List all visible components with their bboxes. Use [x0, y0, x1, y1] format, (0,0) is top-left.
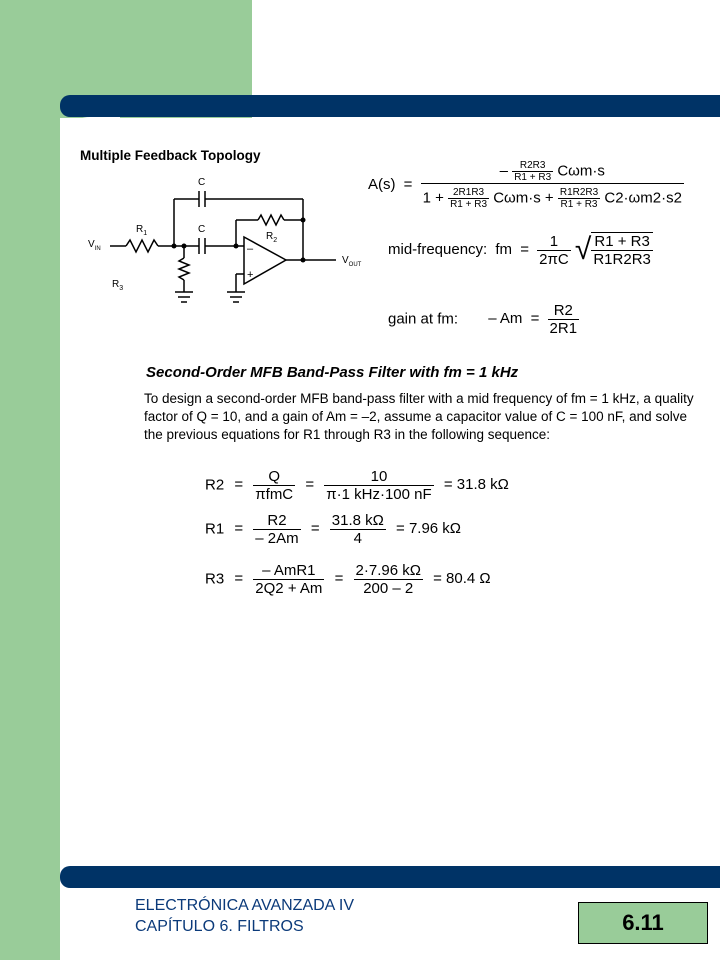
page-number: 6.11	[578, 902, 708, 944]
footer-line-1: ELECTRÓNICA AVANZADA IV	[135, 897, 355, 914]
r2-calculation: R2 = $\frac{Q}{\text{πfmC}}$ = $\frac{10}{\text{π·1 kHz·100 nF}}$ = 31.8 kΩ	[205, 468, 509, 503]
cap-top-label: C	[198, 177, 206, 188]
footer-line-2: CAPÍTULO 6. FILTROS	[135, 918, 304, 935]
mid-frequency-equation: mid-frequency: fm = $\frac{1}{2\pi C}$ √ $\frac{R1 + R3}{R1R2R3}$	[388, 232, 651, 268]
opamp-minus: –	[247, 243, 254, 255]
r1-calculation: R1 = $\frac{R2}{- 2Am}$ = $\frac{31.8 k\Omega}{4}$ = 7.96 kΩ	[205, 512, 462, 547]
r1-label: $R_1$	[136, 224, 148, 237]
r3-calculation: R3 = $\frac{\text{– AmR1}}{2Q2 + Am}$ = $\frac{2\cdot 7.96 k\Omega}{200 - 2}$ = 80.4 Ω	[205, 562, 491, 597]
equals-sign: =	[403, 175, 413, 193]
transfer-lhs: A(s)	[368, 175, 396, 193]
mfb-circuit-diagram	[86, 172, 376, 317]
content-corner	[60, 117, 120, 177]
sqrt-sign: √	[574, 233, 592, 266]
transfer-function: A(s) = – $\frac{R2R3}{R1 + R3}$ Cωm·s 1 + $\frac{2R1R3}{R1 + R3}$ Cωm·s + $\frac{R1R2R3}{R1 + R3}$ C2·ωm2·s2	[368, 160, 682, 210]
bottom-corner	[60, 888, 94, 972]
left-green-band	[0, 0, 60, 960]
vout-label: $V_{OUT}$	[342, 255, 362, 268]
footer-title	[135, 895, 354, 937]
top-navy-bar	[60, 95, 720, 117]
gain-equation: gain at fm: – Am = $\frac{R2}{2R1}$	[388, 302, 578, 337]
bottom-navy-bar	[60, 866, 720, 888]
cap-mid-label: C	[198, 224, 206, 235]
section-heading: Multiple Feedback Topology	[80, 148, 261, 163]
opamp-plus: +	[247, 269, 254, 281]
r2-label: $R_2$	[266, 231, 278, 244]
example-heading: Second-Order MFB Band-Pass Filter with fm = 1 kHz	[146, 364, 519, 381]
r3-label: $R_3$	[112, 279, 124, 292]
vin-label: $V_{IN}$	[88, 239, 101, 252]
design-paragraph: To design a second-order MFB band-pass filter with a mid frequency of fm = 1 kHz, a quality factor of Q = 10, and a gain of Am = –2, assume a capacitor value of C = 100 nF, and solve the previous equations for R1 through R3 in the following sequence:	[144, 391, 694, 442]
